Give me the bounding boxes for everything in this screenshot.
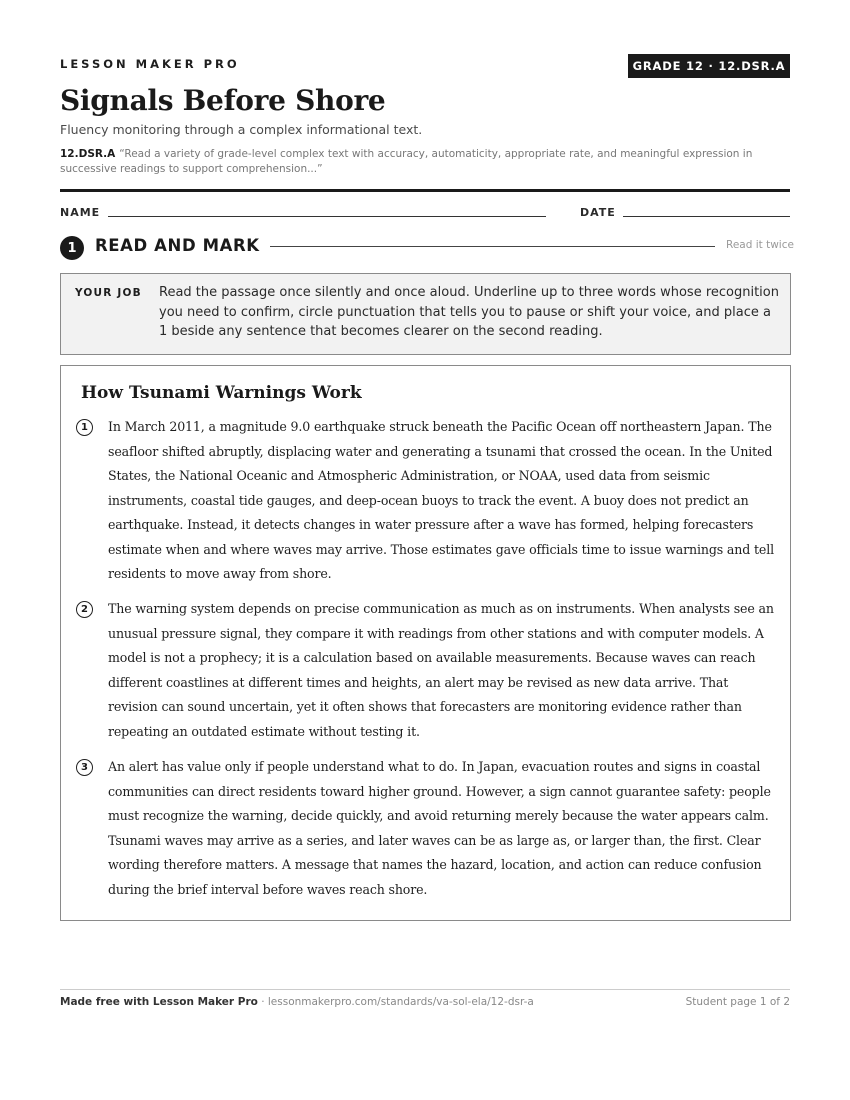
- page-subtitle: Fluency monitoring through a complex informational text.: [60, 122, 423, 137]
- footer-separator: ·: [257, 996, 268, 1008]
- brand-name: LESSON MAKER PRO: [60, 57, 240, 71]
- instructions-box: [60, 273, 791, 355]
- standard-statement: [60, 147, 790, 177]
- paragraph-2: The warning system depends on precise communication as much as on instruments. When analysts see an unusual pressure signal, they compare it with readings from other stations and with computer models. A model is not a prophecy; it is a calculation based on available measurements. Because waves can reach different coastlines at different times and heights, an alert may be revised as new data arrive. That revision can sound uncertain, yet it often shows that forecasters are monitoring evidence rather than repeating an outdated estimate without testing it.: [108, 601, 774, 739]
- name-label: NAME: [60, 206, 101, 219]
- standard-text: “Read a variety of grade-level complex text with accuracy, automaticity, appropriate rate, and meaningful expression in successive readings to support comprehension...”: [60, 148, 753, 175]
- passage-box: [60, 365, 791, 921]
- footer-divider: [60, 989, 790, 990]
- standard-code: 12.DSR.A: [60, 148, 116, 160]
- paragraph-number-2: 2: [76, 601, 93, 618]
- section-title: READ AND MARK: [95, 236, 260, 255]
- footer-url-link[interactable]: lessonmakerpro.com/standards/va-sol-ela/12-dsr-a: [267, 996, 534, 1008]
- paragraph-number-3: 3: [76, 759, 93, 776]
- passage-title: How Tsunami Warnings Work: [81, 383, 362, 403]
- date-label: DATE: [580, 206, 616, 219]
- instructions-label: YOUR JOB: [75, 287, 142, 299]
- section-note: Read it twice: [726, 239, 794, 251]
- header-divider: [60, 189, 790, 192]
- date-field[interactable]: [623, 216, 790, 217]
- paragraph-number-1: 1: [76, 419, 93, 436]
- paragraph-1: In March 2011, a magnitude 9.0 earthquake struck beneath the Pacific Ocean off northeastern Japan. The seafloor shifted abruptly, displacing water and generating a tsunami that crossed the ocean. In the United States, the National Oceanic and Atmospheric Administration, or NOAA, used data from seismic instruments, coastal tide gauges, and deep-ocean buoys to track the event. A buoy does not predict an earthquake. Instead, it detects changes in water pressure after a wave has formed, helping forecasters estimate when and where waves may arrive. Those estimates gave officials time to issue warnings and tell residents to move away from shore.: [108, 419, 774, 581]
- section-number-badge: 1: [60, 236, 84, 260]
- page-title: Signals Before Shore: [60, 84, 386, 117]
- footer-made-with: Made free with Lesson Maker Pro: [60, 996, 258, 1008]
- name-field[interactable]: [108, 216, 546, 217]
- section-divider: [270, 246, 715, 247]
- grade-badge: GRADE 12 · 12.DSR.A: [628, 54, 790, 78]
- paragraph-3: An alert has value only if people understand what to do. In Japan, evacuation routes and signs in coastal communities can direct residents toward higher ground. However, a sign cannot guarantee safety: people must recognize the warning, decide quickly, and avoid returning merely because the water appears calm. Tsunami waves may arrive as a series, and later waves can be as large as, or larger than, the first. Clear wording therefore matters. A message that names the hazard, location, and action can reduce confusion during the brief interval before waves reach shore.: [108, 759, 771, 897]
- footer-page-number: Student page 1 of 2: [685, 996, 790, 1008]
- instructions-text: Read the passage once silently and once aloud. Underline up to three words whose recognition you need to confirm, circle punctuation that tells you to pause or shift your voice, and place a 1 beside any sentence that becomes clearer on the second reading.: [159, 285, 779, 339]
- footer-credit: [60, 996, 534, 1008]
